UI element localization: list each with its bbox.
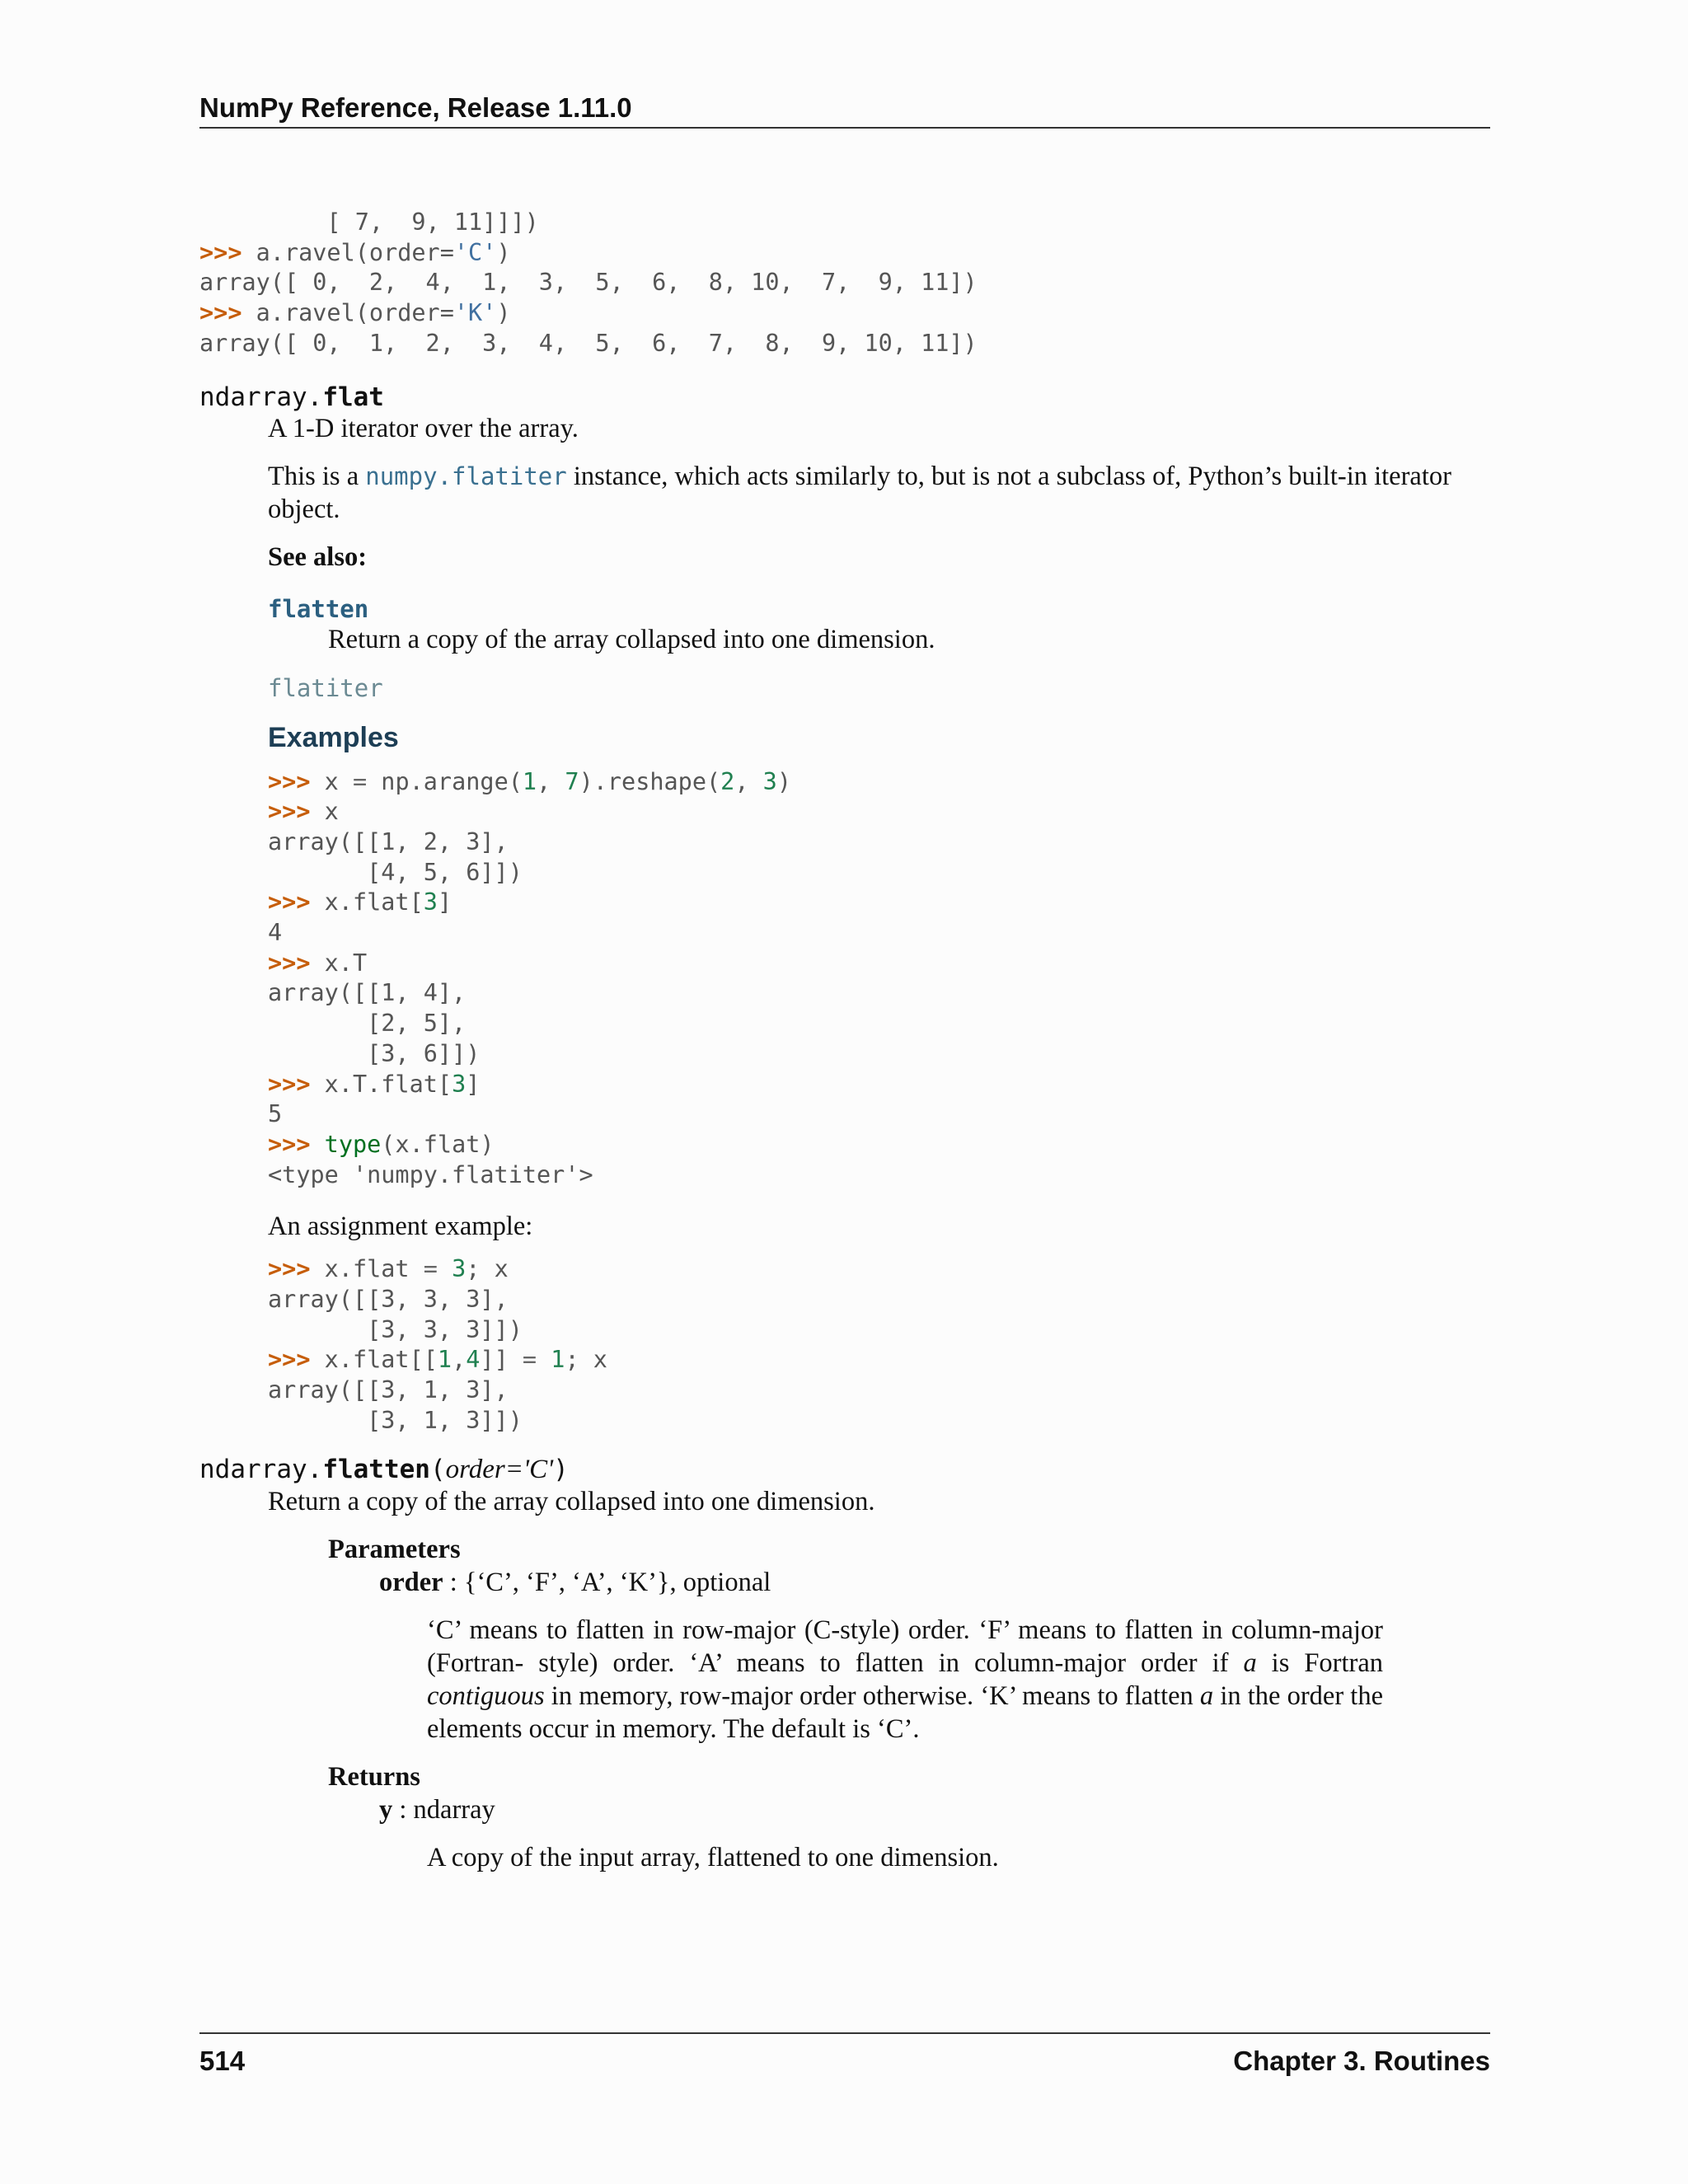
page-content (199, 208, 1490, 1874)
code-line: >>> a.ravel(order='C') (199, 238, 511, 266)
flat-description (268, 460, 1490, 526)
flatten-sig-param: order='C' (445, 1454, 554, 1484)
param-desc-part: is Fortran (1256, 1647, 1383, 1678)
code-line: >>> a.ravel(order='K') (199, 299, 511, 327)
param-desc-part: in memory, row-major order otherwise. ‘K’ means to flatten (544, 1680, 1200, 1711)
param-order-desc (427, 1614, 1383, 1746)
flat-signature (199, 382, 1490, 412)
page-footer (199, 2032, 1490, 2077)
param-desc-part: a (1199, 1680, 1214, 1711)
examples-heading: Examples (268, 721, 399, 753)
header-title: NumPy Reference, Release 1.11.0 (199, 92, 632, 123)
page-number: 514 (199, 2046, 246, 2076)
return-y-name: y (379, 1794, 393, 1825)
code-line: array([ 0, 1, 2, 3, 4, 5, 6, 7, 8, 9, 10, 11]) (199, 329, 978, 357)
param-desc-part: in the order the elements occur in memory. The default is ‘C’. (427, 1680, 1384, 1744)
parameters-label: Parameters (328, 1534, 461, 1564)
ravel-code-block (199, 208, 1490, 359)
flatten-sig-open: ( (429, 1454, 446, 1484)
flat-entry (199, 382, 1490, 1436)
param-desc-part: contiguous (427, 1680, 545, 1711)
param-order (379, 1566, 1490, 1599)
flat-desc-before: This is a (268, 461, 366, 491)
code-line: [ 7, 9, 11]]]) (199, 209, 539, 236)
flat-sig-name: flat (322, 382, 384, 412)
flatten-summary: Return a copy of the array collapsed into one dimension. (268, 1486, 875, 1516)
page-header (199, 92, 1490, 129)
flat-sig-prefix: ndarray. (199, 382, 323, 412)
param-order-name: order (379, 1567, 443, 1597)
param-desc-part: ‘C’ means to flatten in row-major (C-style) order. ‘F’ means to flatten in column-major (Fortran- style) order. ‘A’ means to flatten in column-major order if (427, 1615, 1383, 1678)
chapter-label: Chapter 3. Routines (1233, 2046, 1490, 2076)
flatten-signature (199, 1455, 1490, 1485)
return-y (379, 1793, 1490, 1826)
flatten-sig-name: flatten (322, 1454, 430, 1484)
returns-label: Returns (328, 1761, 420, 1792)
see-also-flatten-link[interactable]: flatten (268, 594, 369, 623)
param-desc-part: a (1243, 1647, 1257, 1678)
flat-desc-after: instance, which acts similarly to, but is not a subclass of, Python’s built-in iterator object. (268, 461, 1451, 524)
see-also-flatten-desc: Return a copy of the array collapsed into one dimension. (328, 624, 935, 654)
flatten-entry (199, 1455, 1490, 1874)
flat-summary: A 1-D iterator over the array. (268, 413, 579, 443)
see-also-label: See also: (268, 541, 368, 572)
see-also-flatiter-link[interactable]: flatiter (268, 673, 383, 702)
flatten-sig-prefix: ndarray. (199, 1454, 323, 1484)
code-line: array([ 0, 2, 4, 1, 3, 5, 6, 8, 10, 7, 9, 11]) (199, 269, 978, 297)
return-desc: A copy of the input array, flattened to one dimension. (427, 1842, 999, 1872)
numpy-flatiter-link[interactable]: numpy.flatiter (365, 462, 567, 490)
assignment-example-label: An assignment example: (268, 1212, 533, 1242)
param-order-type: : {‘C’, ‘F’, ‘A’, ‘K’}, optional (443, 1567, 771, 1597)
return-y-type: : ndarray (392, 1794, 495, 1825)
flatten-sig-close: ) (553, 1454, 569, 1484)
flat-examples-code: >>> x = np.arange(1, 7).reshape(2, 3) >>> x array([[1, 2, 3], [4, 5, 6]]) >>> x.flat[3] 4 >>> x.T array([[1, 4], [2, 5], [3, 6]]) >>> x.T.flat[3] 5 >>> type(x.flat) <type 'numpy.flatiter'> (268, 767, 791, 1188)
assignment-code: >>> x.flat = 3; x array([[3, 3, 3], [3, 3, 3]]) >>> x.flat[[1,4]] = 1; x array([[3, 1, 3], [3, 1, 3]]) (268, 1255, 607, 1434)
